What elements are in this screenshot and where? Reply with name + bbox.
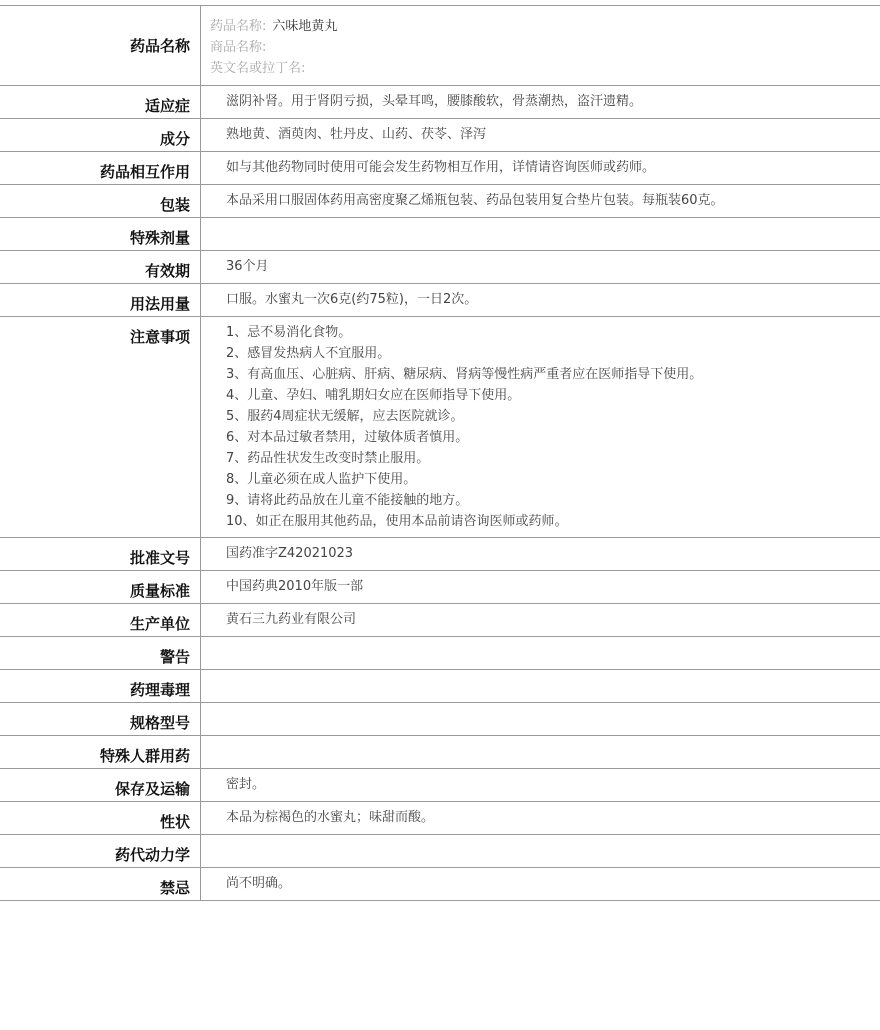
field-value: [201, 6, 880, 86]
field-value: [201, 637, 880, 670]
field-label: 性状: [0, 802, 201, 835]
field-label: 生产单位: [0, 604, 201, 637]
field-value: 尚不明确。: [226, 876, 292, 891]
row-drug-name: [0, 6, 880, 86]
list-item: 10、如正在服用其他药品，使用本品前请咨询医师或药师。: [226, 514, 568, 529]
field-value: 口服。水蜜丸一次6克(约75粒)，一日2次。: [226, 292, 478, 307]
field-value: 密封。: [226, 777, 266, 792]
field-value: 熟地黄、酒萸肉、牡丹皮、山药、茯苓、泽泻: [226, 127, 487, 142]
field-value: [201, 835, 880, 868]
name-line: [210, 58, 880, 79]
table-row: [0, 571, 880, 604]
list-item: 7、药品性状发生改变时禁止服用。: [226, 451, 430, 466]
table-row: [0, 185, 880, 218]
field-value: 如与其他药物同时使用可能会发生药物相互作用，详情请咨询医师或药师。: [226, 160, 656, 175]
field-label: 禁忌: [0, 868, 201, 901]
list-item: 9、请将此药品放在儿童不能接触的地方。: [226, 493, 469, 508]
field-label: 药理毒理: [0, 670, 201, 703]
table-row: [0, 868, 880, 901]
name-line-label: 商品名称:: [210, 40, 267, 55]
list-item: 5、服药4周症状无缓解，应去医院就诊。: [226, 409, 464, 424]
field-label: 用法用量: [0, 284, 201, 317]
field-label: 有效期: [0, 251, 201, 284]
field-label: 特殊人群用药: [0, 736, 201, 769]
table-row: [0, 538, 880, 571]
list-item: 6、对本品过敏者禁用，过敏体质者慎用。: [226, 430, 469, 445]
field-label: 规格型号: [0, 703, 201, 736]
table-row: [0, 86, 880, 119]
list-item: 8、儿童必须在成人监护下使用。: [226, 472, 417, 487]
field-value: [201, 317, 880, 538]
name-line-value: 六味地黄丸: [272, 19, 338, 34]
field-value: [201, 703, 880, 736]
table-row: [0, 835, 880, 868]
field-label: 包装: [0, 185, 201, 218]
table-row: [0, 218, 880, 251]
field-label: 特殊剂量: [0, 218, 201, 251]
field-value: 中国药典2010年版一部: [226, 579, 364, 594]
field-value: 本品采用口服固体药用高密度聚乙烯瓶包装、药品包装用复合垫片包装。每瓶装60克。: [226, 193, 724, 208]
field-value: 本品为棕褐色的水蜜丸；味甜而酸。: [226, 810, 435, 825]
list-item: 3、有高血压、心脏病、肝病、糖尿病、肾病等慢性病严重者应在医师指导下使用。: [226, 367, 703, 382]
name-line: [210, 37, 880, 58]
field-label: 药品相互作用: [0, 152, 201, 185]
field-label: 药品名称: [0, 6, 201, 86]
field-label: 警告: [0, 637, 201, 670]
table-row: [0, 703, 880, 736]
table-row: [0, 670, 880, 703]
field-value: 滋阴补肾。用于肾阴亏损，头晕耳鸣，腰膝酸软，骨蒸潮热，盗汗遗精。: [226, 94, 643, 109]
field-value: [201, 670, 880, 703]
row-precautions: [0, 317, 880, 538]
table-row: [0, 119, 880, 152]
name-line-label: 英文名或拉丁名:: [210, 61, 306, 76]
table-row: [0, 284, 880, 317]
field-label: 注意事项: [0, 317, 201, 538]
list-item: 4、儿童、孕妇、哺乳期妇女应在医师指导下使用。: [226, 388, 521, 403]
field-value: [201, 218, 880, 251]
table-row: [0, 637, 880, 670]
table-row: [0, 802, 880, 835]
table-row: [0, 736, 880, 769]
field-label: 适应症: [0, 86, 201, 119]
field-label: 成分: [0, 119, 201, 152]
name-line-label: 药品名称:: [210, 19, 267, 34]
field-label: 药代动力学: [0, 835, 201, 868]
field-label: 质量标准: [0, 571, 201, 604]
list-item: 2、感冒发热病人不宜服用。: [226, 346, 391, 361]
table-row: [0, 251, 880, 284]
field-value: 黄石三九药业有限公司: [226, 612, 357, 627]
drug-info-table: [0, 5, 880, 901]
table-row: [0, 769, 880, 802]
list-item: 1、忌不易消化食物。: [226, 325, 352, 340]
table-row: [0, 152, 880, 185]
field-value: 36个月: [226, 259, 269, 274]
field-label: 保存及运输: [0, 769, 201, 802]
field-value: 国药准字Z42021023: [226, 546, 354, 561]
name-line: [210, 16, 880, 37]
field-label: 批准文号: [0, 538, 201, 571]
field-value: [201, 736, 880, 769]
table-row: [0, 604, 880, 637]
